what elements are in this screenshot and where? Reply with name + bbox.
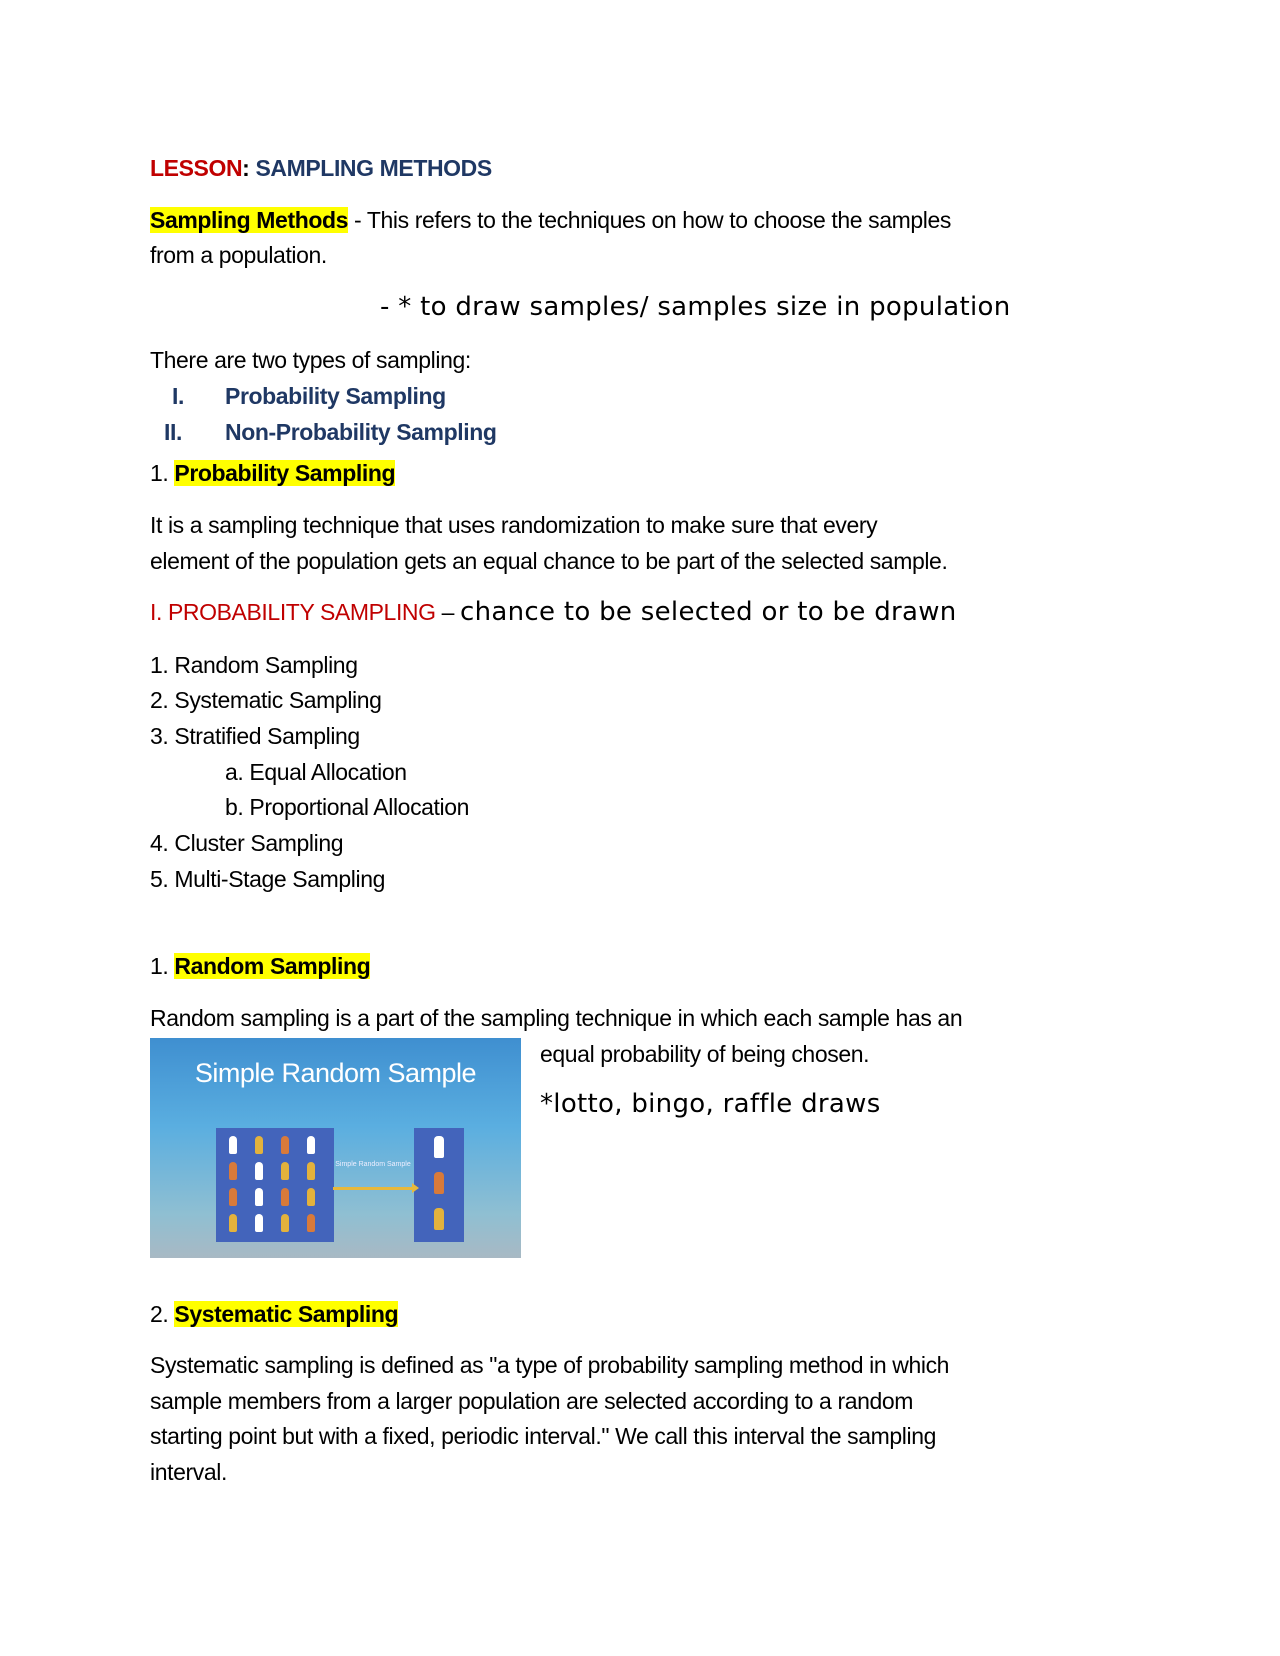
arrow-icon	[333, 1187, 413, 1190]
person-icon	[281, 1136, 289, 1154]
method-item: 1. Random Sampling	[150, 652, 358, 678]
person-icon	[229, 1188, 237, 1206]
person-icon	[229, 1162, 237, 1180]
type-label: Non-Probability Sampling	[225, 419, 497, 445]
systematic-desc-line: starting point but with a fixed, periodic interval." We call this interval the sampling	[150, 1423, 937, 1449]
definition	[150, 205, 951, 235]
heading-label: Probability Sampling	[174, 460, 396, 486]
definition-text: - This refers to the techniques on how to choose the samples	[348, 207, 951, 233]
person-icon	[281, 1188, 289, 1206]
person-icon	[229, 1214, 237, 1232]
person-icon	[255, 1214, 263, 1232]
random-desc-line: equal probability of being chosen.	[540, 1041, 870, 1067]
type-num: II.	[164, 419, 182, 445]
section-label: I. PROBABILITY SAMPLING	[150, 599, 436, 625]
image-caption: Simple Random Sample	[335, 1161, 411, 1168]
type-label: Probability Sampling	[225, 383, 446, 409]
random-heading	[150, 951, 370, 981]
heading-num: 1.	[150, 460, 175, 486]
method-subitem: a. Equal Allocation	[225, 759, 407, 785]
person-icon	[434, 1172, 444, 1194]
image-title: Simple Random Sample	[194, 1058, 477, 1088]
prob-desc-line: It is a sampling technique that uses randomization to make sure that every	[150, 512, 878, 538]
heading-label: Systematic Sampling	[174, 1301, 399, 1327]
person-icon	[307, 1162, 315, 1180]
types-intro: There are two types of sampling:	[150, 347, 471, 373]
systematic-heading	[150, 1299, 398, 1329]
person-icon	[307, 1136, 315, 1154]
person-icon	[255, 1162, 263, 1180]
method-item: 4. Cluster Sampling	[150, 830, 344, 856]
prob-heading	[150, 458, 395, 488]
systematic-desc-line: Systematic sampling is defined as "a type of probability sampling method in which	[150, 1352, 950, 1378]
random-note: *lotto, bingo, raffle draws	[540, 1089, 881, 1119]
section-dash: –	[435, 599, 461, 625]
note-draw-samples: - * to draw samples/ samples size in population	[380, 292, 1011, 322]
person-icon	[255, 1188, 263, 1206]
prob-desc-line: element of the population gets an equal chance to be part of the selected sample.	[150, 548, 948, 574]
method-item: 2. Systematic Sampling	[150, 687, 382, 713]
systematic-desc-line: interval.	[150, 1459, 227, 1485]
person-icon	[281, 1214, 289, 1232]
person-icon	[281, 1162, 289, 1180]
person-icon	[307, 1188, 315, 1206]
definition-cont: from a population.	[150, 242, 327, 268]
person-icon	[255, 1136, 263, 1154]
section-note: chance to be selected or to be drawn	[460, 597, 957, 627]
prob-section	[150, 597, 957, 627]
method-subitem: b. Proportional Allocation	[225, 794, 470, 820]
heading-num: 2.	[150, 1301, 175, 1327]
lesson-topic: SAMPLING METHODS	[255, 155, 492, 181]
random-desc-line: Random sampling is a part of the sampling technique in which each sample has an	[150, 1005, 963, 1031]
lesson-title	[150, 153, 492, 183]
person-icon	[307, 1214, 315, 1232]
lesson-sep: :	[242, 155, 250, 181]
method-item: 5. Multi-Stage Sampling	[150, 866, 385, 892]
simple-random-sample-image	[150, 1038, 521, 1258]
lesson-label: LESSON	[150, 155, 243, 181]
heading-num: 1.	[150, 953, 175, 979]
person-icon	[434, 1208, 444, 1230]
definition-term: Sampling Methods	[150, 207, 349, 233]
person-icon	[434, 1136, 444, 1158]
systematic-desc-line: sample members from a larger population are selected according to a random	[150, 1388, 914, 1414]
type-num: I.	[172, 383, 184, 409]
method-item: 3. Stratified Sampling	[150, 723, 360, 749]
heading-label: Random Sampling	[174, 953, 371, 979]
person-icon	[229, 1136, 237, 1154]
